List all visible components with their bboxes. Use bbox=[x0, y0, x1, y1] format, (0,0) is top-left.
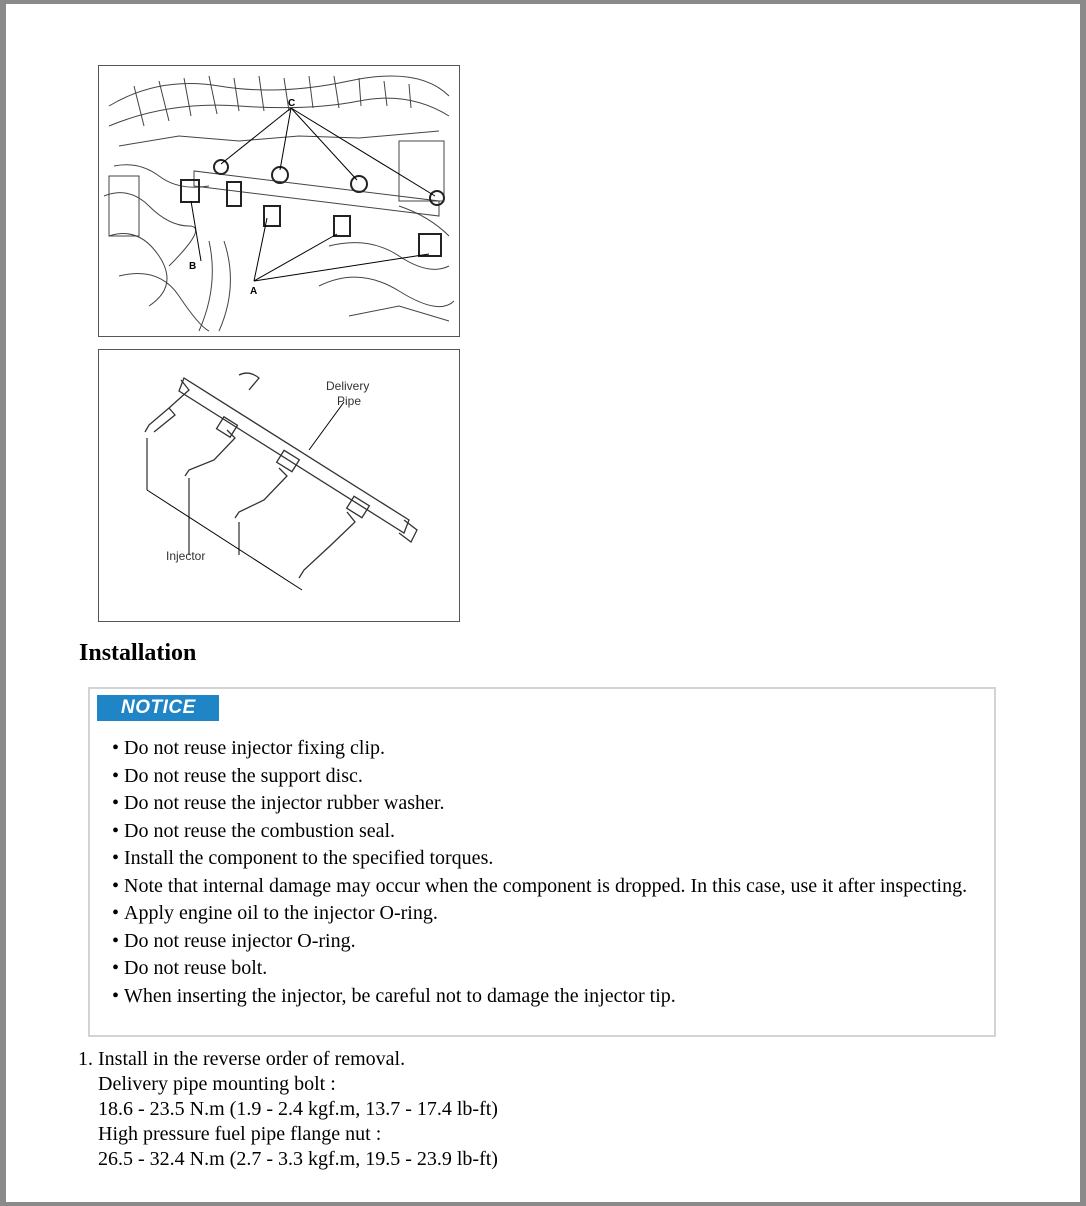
notice-item: • Do not reuse bolt. bbox=[112, 955, 972, 981]
delivery-label-line2: Pipe bbox=[337, 394, 362, 408]
label-a: A bbox=[250, 286, 258, 297]
document-page bbox=[6, 4, 1080, 1202]
notice-item: • Apply engine oil to the injector O-ring. bbox=[112, 900, 972, 926]
label-b: B bbox=[189, 261, 197, 272]
engine-figure bbox=[98, 65, 460, 337]
delivery-label-line1: Delivery bbox=[326, 379, 370, 393]
engine-drawing bbox=[99, 66, 459, 336]
notice-item: • Do not reuse the injector rubber washer. bbox=[112, 790, 972, 816]
delivery-bolt-torque: 18.6 - 23.5 N.m (1.9 - 2.4 kgf.m, 13.7 - 17.4 lb-ft) bbox=[98, 1098, 498, 1120]
notice-list bbox=[112, 735, 972, 1010]
notice-item: • Do not reuse the combustion seal. bbox=[112, 818, 972, 844]
section-heading: Installation bbox=[79, 640, 197, 666]
flange-nut-label: High pressure fuel pipe flange nut : bbox=[98, 1123, 382, 1145]
injector-label: Injector bbox=[166, 549, 206, 563]
delivery-pipe-drawing bbox=[99, 350, 459, 621]
label-c: C bbox=[288, 98, 296, 109]
notice-item: • Do not reuse the support disc. bbox=[112, 763, 972, 789]
delivery-bolt-label: Delivery pipe mounting bolt : bbox=[98, 1073, 336, 1095]
notice-item: • Do not reuse injector O-ring. bbox=[112, 928, 972, 954]
notice-item: • Note that internal damage may occur when the component is dropped. In this case, use it after inspecting. bbox=[112, 873, 972, 899]
notice-item: • Do not reuse injector fixing clip. bbox=[112, 735, 972, 761]
notice-item: • Install the component to the specified torques. bbox=[112, 845, 972, 871]
notice-badge: NOTICE bbox=[97, 695, 219, 721]
flange-nut-torque: 26.5 - 32.4 N.m (2.7 - 3.3 kgf.m, 19.5 - 23.9 lb-ft) bbox=[98, 1148, 498, 1170]
delivery-pipe-figure bbox=[98, 349, 460, 622]
notice-item: • When inserting the injector, be careful not to damage the injector tip. bbox=[112, 983, 972, 1009]
installation-steps bbox=[78, 1047, 498, 1172]
notice-box bbox=[88, 687, 996, 1037]
step-1: 1. Install in the reverse order of removal. bbox=[78, 1048, 406, 1070]
